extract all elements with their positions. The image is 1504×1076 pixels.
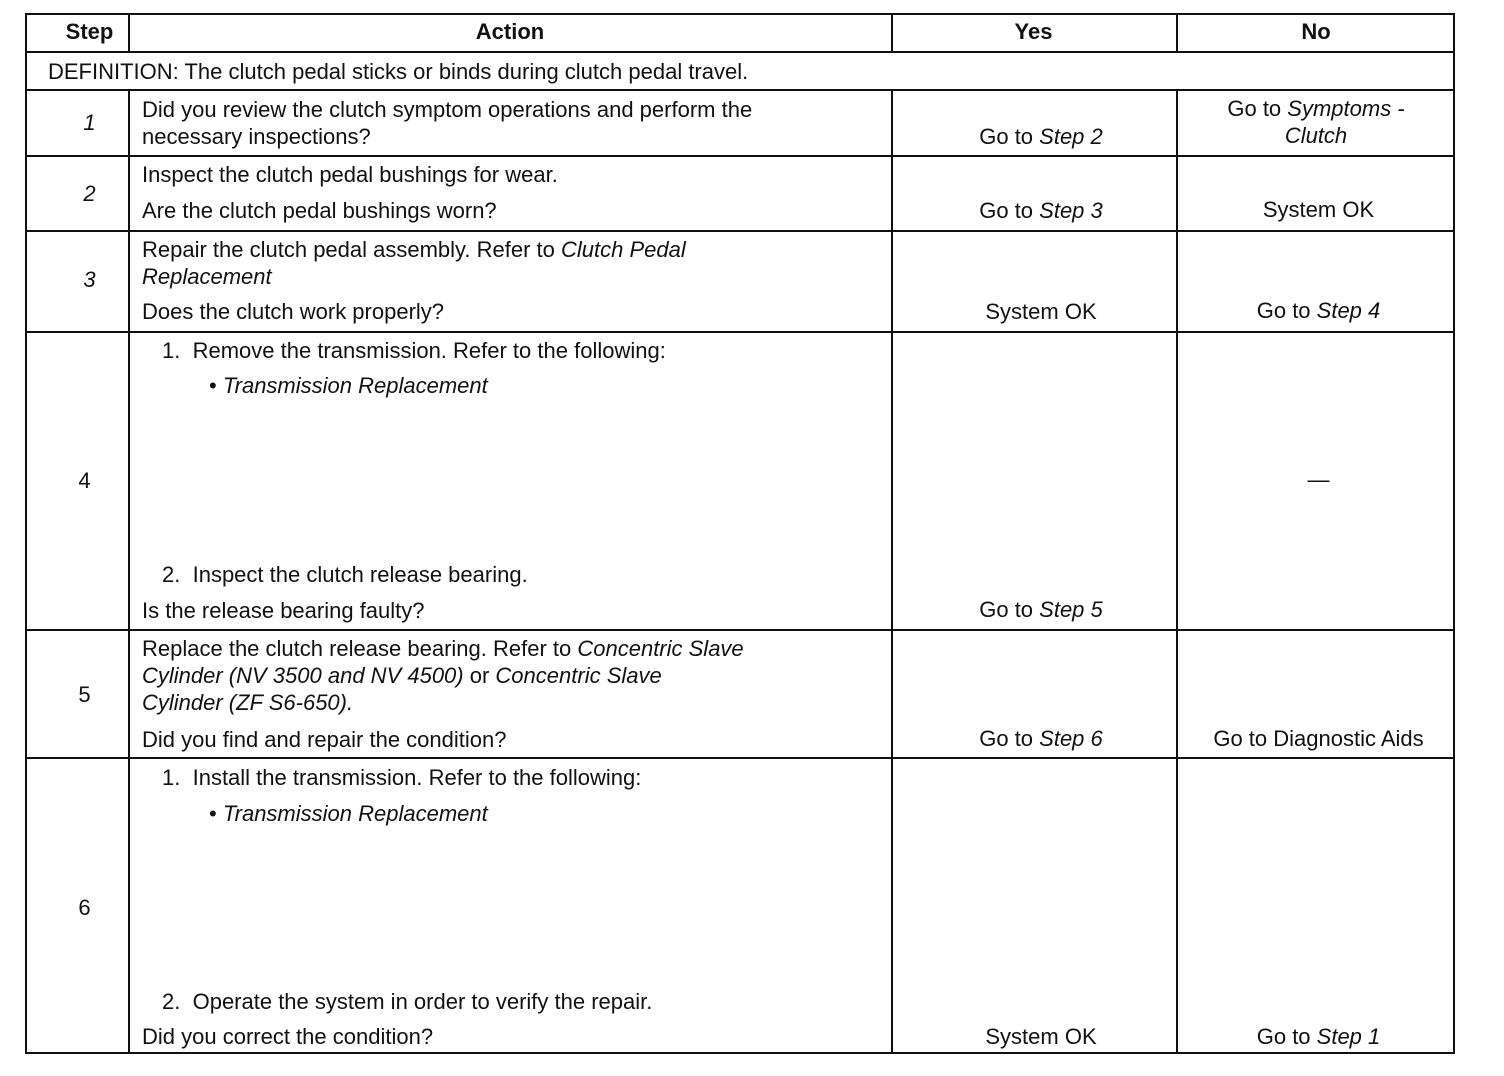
action-text-cont: Cylinder (ZF S6-650). <box>142 690 354 715</box>
action-text-cont: Replacement <box>142 264 272 289</box>
list-item-2: 2. Inspect the clutch release bearing. <box>162 562 528 587</box>
no-link: Go to Step 4 <box>1256 298 1381 323</box>
action-question: Does the clutch work properly? <box>142 299 445 324</box>
list-item-1: 1. Install the transmission. Refer to the following: <box>162 765 642 790</box>
col-rule-action <box>891 90 893 1052</box>
action-question: Is the release bearing faulty? <box>142 598 425 623</box>
no-link-cont: Clutch <box>1284 123 1348 148</box>
step-number: 4 <box>78 468 91 493</box>
action-question: Did you correct the condition? <box>142 1024 434 1049</box>
definition-text: DEFINITION: The clutch pedal sticks or binds during clutch pedal travel. <box>48 59 749 84</box>
rule-definition <box>27 89 1453 91</box>
bullet-item: • Transmission Replacement <box>209 801 488 826</box>
action-text: Repair the clutch pedal assembly. Refer to Clutch Pedal <box>142 237 686 262</box>
rule-row1 <box>27 155 1453 157</box>
bullet-item: • Transmission Replacement <box>209 373 488 398</box>
col-rule-yes <box>1176 90 1178 1052</box>
no-link: Go to Symptoms - <box>1227 96 1405 121</box>
action-text-cont: Cylinder (NV 3500 and NV 4500) or Concentric Slave <box>142 663 662 688</box>
rule-row2 <box>27 230 1453 232</box>
step-number: 3 <box>83 267 96 292</box>
rule-row4 <box>27 629 1453 631</box>
rule-row3 <box>27 331 1453 333</box>
action-question: Did you find and repair the condition? <box>142 727 507 752</box>
yes-link: Go to Step 5 <box>979 597 1103 622</box>
rule-row5 <box>27 757 1453 759</box>
header-step: Step <box>65 19 114 44</box>
header-action: Action <box>475 19 545 44</box>
no-result: — <box>1307 467 1330 492</box>
list-item-1: 1. Remove the transmission. Refer to the following: <box>162 338 666 363</box>
yes-link: Go to Step 6 <box>979 726 1103 751</box>
no-result: Go to Diagnostic Aids <box>1213 726 1424 751</box>
action-text: Did you review the clutch symptom operations and perform the <box>142 97 753 122</box>
action-text: Inspect the clutch pedal bushings for wear. <box>142 162 558 187</box>
action-text: necessary inspections? <box>142 124 371 149</box>
action-text: Replace the clutch release bearing. Refer to Concentric Slave <box>142 636 744 661</box>
yes-result: System OK <box>985 1024 1097 1049</box>
step-number: 5 <box>78 682 91 707</box>
header-yes: Yes <box>1014 19 1053 44</box>
step-number: 1 <box>83 110 96 135</box>
step-number: 6 <box>78 895 91 920</box>
yes-link: Go to Step 3 <box>979 198 1103 223</box>
yes-result: System OK <box>985 299 1097 324</box>
list-item-2: 2. Operate the system in order to verify the repair. <box>162 989 653 1014</box>
no-result: System OK <box>1262 197 1375 222</box>
step-number: 2 <box>83 181 96 206</box>
header-no: No <box>1301 19 1331 44</box>
yes-link: Go to Step 2 <box>979 124 1103 149</box>
no-link: Go to Step 1 <box>1256 1024 1381 1049</box>
action-question: Are the clutch pedal bushings worn? <box>142 198 497 223</box>
rule-header <box>27 51 1453 53</box>
